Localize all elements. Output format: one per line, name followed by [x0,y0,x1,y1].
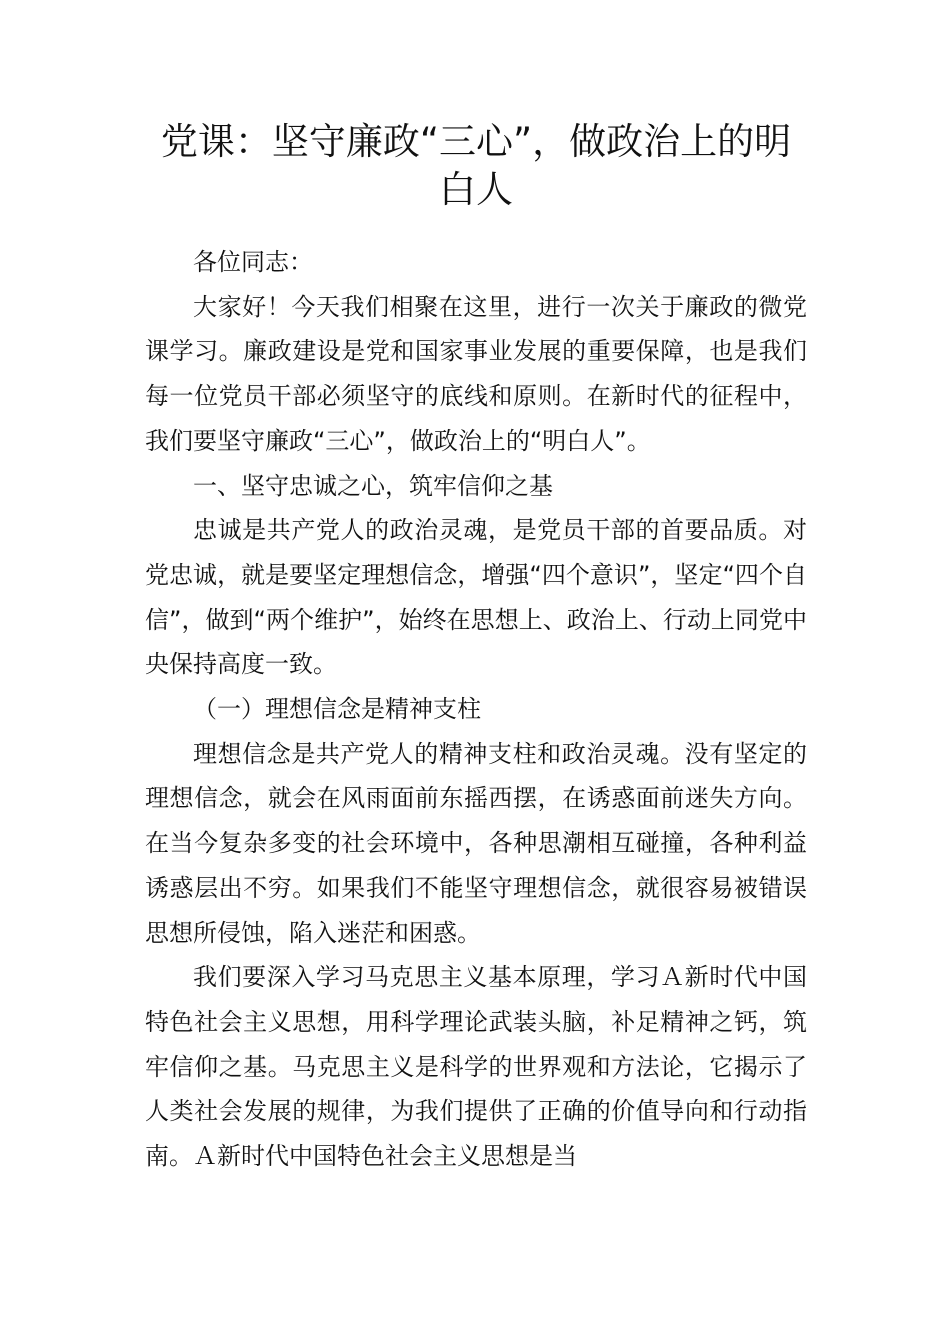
paragraph-intro: 大家好！今天我们相聚在这里，进行一次关于廉政的微党课学习。廉政建设是党和国家事业发展的重要保障，也是我们每一位党员干部必须坚守的底线和原则。在新时代的征程中，我们要坚守廉政“三心”，做政治上的“明白人”。 [145,292,807,455]
subsection-heading-1: （一）理想信念是精神支柱 [193,695,481,724]
paragraph-ideals: 理想信念是共产党人的精神支柱和政治灵魂。没有坚定的理想信念，就会在风雨面前东摇西摆，在诱惑面前迷失方向。在当今复杂多变的社会环境中，各种思潮相互碰撞，各种利益诱惑层出不穷。如果我们不能坚守理想信念，就很容易被错误思想所侵蚀，陷入迷茫和困惑。 [145,739,807,947]
document-body [145,240,807,1179]
salutation: 各位同志： [193,248,313,276]
document-title: 党课：坚守廉政“三心”，做政治上的明白人 [160,120,792,211]
paragraph-study: 我们要深入学习马克思主义基本原理，学习Ａ新时代中国特色社会主义思想，用科学理论武装头脑，补足精神之钙，筑牢信仰之基。马克思主义是科学的世界观和方法论，它揭示了人类社会发展的规律，为我们提供了正确的价值导向和行动指南。Ａ新时代中国特色社会主义思想是当 [145,963,807,1171]
paragraph-loyalty: 忠诚是共产党人的政治灵魂，是党员干部的首要品质。对党忠诚，就是要坚定理想信念，增强“四个意识”，坚定“四个自信”，做到“两个维护”，始终在思想上、政治上、行动上同党中央保持高度一致。 [145,516,807,679]
section-heading-1: 一、坚守忠诚之心，筑牢信仰之基 [193,471,553,500]
